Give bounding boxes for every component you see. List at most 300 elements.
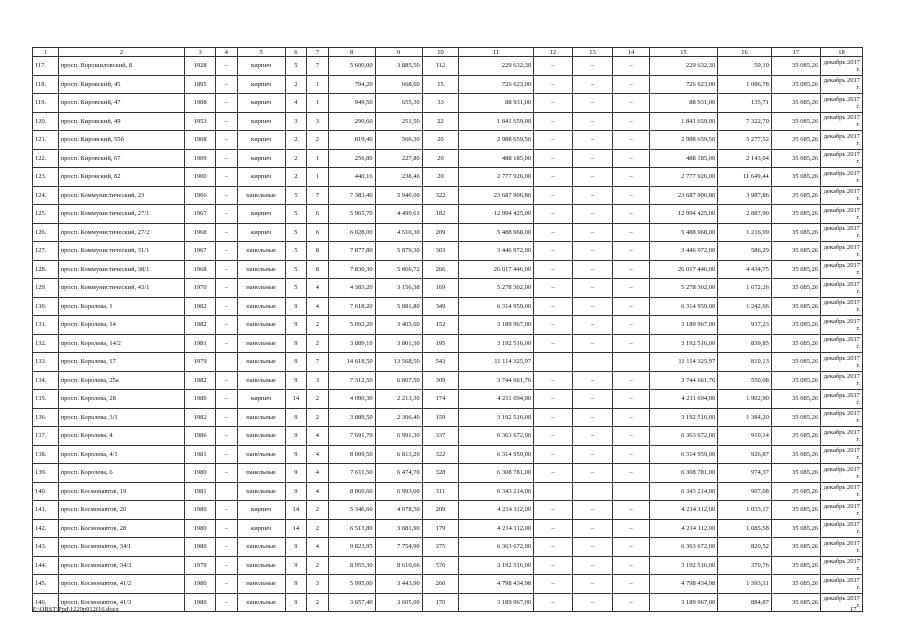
table-cell: 1 841 659,00: [649, 112, 718, 131]
table-cell: 6 314 959,00: [649, 445, 718, 464]
table-cell: –: [216, 427, 237, 446]
table-cell: –: [534, 297, 573, 316]
table-cell: –: [613, 279, 649, 298]
table-cell: 1986: [185, 427, 216, 446]
table-cell: –: [613, 149, 649, 168]
table-cell: 139.: [33, 464, 59, 483]
table-cell: 13 568,50: [375, 353, 422, 372]
table-cell: 1970: [185, 279, 216, 298]
table-cell: просп. Королева, 4/1: [58, 445, 184, 464]
table-cell: панельные: [237, 297, 285, 316]
table-cell: 290,60: [328, 112, 375, 131]
table-cell: 5: [285, 223, 306, 242]
table-cell: 1982: [185, 316, 216, 335]
table-cell: декабрь 2017 г.: [821, 57, 863, 76]
table-cell: просп. Космонавтов, 34/3: [58, 556, 184, 575]
table-cell: 35 085,26: [771, 112, 820, 131]
table-cell: –: [216, 538, 237, 557]
table-cell: 127.: [33, 242, 59, 261]
table-cell: 6 314 959,00: [459, 445, 534, 464]
table-cell: 138.: [33, 445, 59, 464]
table-cell: 35 085,26: [771, 57, 820, 76]
table-cell: –: [572, 149, 613, 168]
table-cell: –: [613, 186, 649, 205]
table-cell: –: [534, 279, 573, 298]
table-cell: панельные: [237, 482, 285, 501]
table-cell: 35 085,26: [771, 353, 820, 372]
table-cell: –: [216, 57, 237, 76]
table-cell: 4 211 694,00: [649, 390, 718, 409]
column-number-header: 13: [572, 48, 613, 57]
table-cell: –: [216, 371, 237, 390]
table-cell: декабрь 2017 г.: [821, 353, 863, 372]
table-cell: просп. Ворошиловский, 8: [58, 57, 184, 76]
table-cell: декабрь 2017 г.: [821, 464, 863, 483]
table-cell: 35 085,26: [771, 482, 820, 501]
table-cell: 3 189 967,00: [649, 316, 718, 335]
table-cell: 1909: [185, 149, 216, 168]
table-cell: 227,80: [375, 149, 422, 168]
table-cell: –: [534, 538, 573, 557]
table-cell: –: [613, 94, 649, 113]
table-cell: –: [534, 260, 573, 279]
table-cell: –: [534, 575, 573, 594]
table-cell: 3: [307, 112, 328, 131]
column-number-header: 16: [718, 48, 772, 57]
table-cell: 1 672,26: [718, 279, 772, 298]
table-cell: декабрь 2017 г.: [821, 593, 863, 612]
table-row: [33, 575, 863, 594]
table-cell: декабрь 2017 г.: [821, 334, 863, 353]
table-cell: 4 383,20: [328, 279, 375, 298]
table-cell: 35 085,26: [771, 205, 820, 224]
table-cell: –: [613, 223, 649, 242]
table-cell: 5: [285, 186, 306, 205]
table-cell: –: [572, 408, 613, 427]
table-cell: 7 754,90: [375, 538, 422, 557]
table-cell: 141.: [33, 501, 59, 520]
table-cell: 1 393,31: [718, 575, 772, 594]
table-cell: панельные: [237, 334, 285, 353]
table-cell: кирпич: [237, 149, 285, 168]
table-row: [33, 538, 863, 557]
table-cell: 35 085,26: [771, 464, 820, 483]
table-cell: просп. Коммунистический, 43/1: [58, 279, 184, 298]
table-row: [33, 186, 863, 205]
table-cell: 6 993,00: [375, 482, 422, 501]
table-cell: декабрь 2017 г.: [821, 501, 863, 520]
table-cell: 907,08: [718, 482, 772, 501]
table-cell: 112: [422, 57, 458, 76]
table-cell: 131.: [33, 316, 59, 335]
table-cell: 134.: [33, 371, 59, 390]
table-cell: 20: [422, 149, 458, 168]
table-cell: 3: [307, 575, 328, 594]
table-cell: просп. Королева, 17: [58, 353, 184, 372]
table-cell: 6 343 214,00: [459, 482, 534, 501]
table-cell: –: [613, 371, 649, 390]
table-cell: –: [572, 316, 613, 335]
table-row: [33, 279, 863, 298]
table-cell: 26 017 446,00: [459, 260, 534, 279]
table-cell: –: [534, 371, 573, 390]
table-cell: 2: [307, 501, 328, 520]
table-cell: 1 033,17: [718, 501, 772, 520]
table-cell: 137.: [33, 427, 59, 446]
table-cell: –: [613, 334, 649, 353]
table-cell: –: [613, 427, 649, 446]
table-cell: 2: [285, 131, 306, 150]
table-cell: –: [572, 279, 613, 298]
table-cell: 2 988 659,50: [459, 131, 534, 150]
table-cell: 88 931,00: [459, 94, 534, 113]
column-number-header: 12: [534, 48, 573, 57]
table-cell: 3 881,90: [375, 519, 422, 538]
column-number-header: 3: [185, 48, 216, 57]
table-cell: 488 185,00: [649, 149, 718, 168]
table-cell: 586,29: [718, 242, 772, 261]
table-cell: 9: [285, 445, 306, 464]
table-cell: 35 085,26: [771, 242, 820, 261]
table-cell: просп. Королева, 6: [58, 464, 184, 483]
column-number-header: 17: [771, 48, 820, 57]
table-cell: кирпич: [237, 223, 285, 242]
table-row: [33, 94, 863, 113]
table-cell: 3 987,86: [718, 186, 772, 205]
table-cell: декабрь 2017 г.: [821, 519, 863, 538]
table-cell: 7 312,50: [328, 371, 375, 390]
column-number-header: 14: [613, 48, 649, 57]
table-cell: 8 869,60: [328, 482, 375, 501]
table-cell: 1928: [185, 57, 216, 76]
table-cell: 726 623,00: [649, 75, 718, 94]
table-cell: панельные: [237, 427, 285, 446]
table-cell: –: [572, 57, 613, 76]
table-cell: 5 277,52: [718, 131, 772, 150]
table-cell: 209: [422, 223, 458, 242]
table-cell: –: [572, 427, 613, 446]
table-cell: [613, 482, 649, 501]
table-cell: 2: [285, 75, 306, 94]
table-cell: –: [534, 242, 573, 261]
table-cell: –: [572, 445, 613, 464]
table-cell: 8: [307, 242, 328, 261]
table-cell: 1 085,58: [718, 519, 772, 538]
table-cell: просп. Королева, 25а: [58, 371, 184, 390]
table-cell: 1966: [185, 186, 216, 205]
table-cell: 35 085,26: [771, 75, 820, 94]
table-cell: 3 189 967,00: [649, 593, 718, 612]
table-cell: 35 085,26: [771, 94, 820, 113]
table-cell: 4 798 434,98: [649, 575, 718, 594]
table-cell: декабрь 2017 г.: [821, 205, 863, 224]
table-cell: просп. Королева, 4: [58, 427, 184, 446]
table-cell: кирпич: [237, 168, 285, 187]
table-cell: 146.: [33, 593, 59, 612]
table-cell: –: [613, 538, 649, 557]
table-cell: –: [216, 445, 237, 464]
table-cell: 35 085,26: [771, 149, 820, 168]
table-cell: кирпич: [237, 57, 285, 76]
table-cell: 884,87: [718, 593, 772, 612]
table-cell: 1: [307, 168, 328, 187]
table-row: [33, 445, 863, 464]
table-cell: декабрь 2017 г.: [821, 168, 863, 187]
table-cell: 6 474,70: [375, 464, 422, 483]
table-cell: 35 085,26: [771, 316, 820, 335]
table-cell: –: [534, 519, 573, 538]
table-cell: 5 488 968,00: [649, 223, 718, 242]
table-cell: 337: [422, 427, 458, 446]
table-cell: декабрь 2017 г.: [821, 538, 863, 557]
table-cell: –: [216, 593, 237, 612]
table-cell: 9: [285, 297, 306, 316]
table-row: [33, 334, 863, 353]
table-cell: –: [534, 149, 573, 168]
table-cell: [572, 353, 613, 372]
table-cell: –: [534, 94, 573, 113]
table-cell: панельные: [237, 575, 285, 594]
table-cell: просп. Космонавтов, 41/2: [58, 575, 184, 594]
table-cell: 349: [422, 297, 458, 316]
table-cell: декабрь 2017 г.: [821, 427, 863, 446]
table-cell: –: [216, 297, 237, 316]
table-cell: декабрь 2017 г.: [821, 149, 863, 168]
table-cell: 35 085,26: [771, 168, 820, 187]
table-cell: –: [572, 131, 613, 150]
table-row: [33, 353, 863, 372]
table-cell: 9: [285, 371, 306, 390]
table-cell: –: [216, 112, 237, 131]
table-cell: –: [534, 593, 573, 612]
table-cell: 3 889,10: [328, 334, 375, 353]
table-cell: 5: [285, 260, 306, 279]
table-cell: –: [613, 242, 649, 261]
table-cell: –: [534, 168, 573, 187]
table-cell: 1908: [185, 94, 216, 113]
table-cell: 576: [422, 556, 458, 575]
table-cell: 3 192 516,00: [459, 408, 534, 427]
table-cell: 35 085,26: [771, 538, 820, 557]
table-cell: 35 085,26: [771, 556, 820, 575]
table-row: [33, 57, 863, 76]
table-cell: –: [534, 75, 573, 94]
table-cell: 370,76: [718, 556, 772, 575]
table-cell: –: [216, 260, 237, 279]
column-number-header: 2: [58, 48, 184, 57]
table-cell: декабрь 2017 г.: [821, 556, 863, 575]
table-cell: 152: [422, 316, 458, 335]
table-cell: 9: [285, 593, 306, 612]
table-cell: 14 618,50: [328, 353, 375, 372]
table-cell: –: [572, 112, 613, 131]
table-cell: 130.: [33, 297, 59, 316]
table-cell: 910,14: [718, 427, 772, 446]
table-cell: 819,13: [718, 353, 772, 372]
table-cell: –: [216, 186, 237, 205]
table-cell: 9: [285, 316, 306, 335]
table-cell: декабрь 2017 г.: [821, 223, 863, 242]
table-cell: 322: [422, 186, 458, 205]
table-row: [33, 242, 863, 261]
column-number-header: 11: [459, 48, 534, 57]
table-cell: 6 991,30: [375, 427, 422, 446]
table-cell: 4: [307, 427, 328, 446]
table-cell: 4 214 112,00: [649, 519, 718, 538]
table-cell: –: [534, 131, 573, 150]
table-cell: –: [534, 316, 573, 335]
table-cell: 145.: [33, 575, 59, 594]
table-cell: 3 657,40: [328, 593, 375, 612]
table-cell: 6 308 781,00: [459, 464, 534, 483]
table-cell: 3 156,38: [375, 279, 422, 298]
table-cell: 3 189 967,00: [459, 593, 534, 612]
table-cell: 123.: [33, 168, 59, 187]
table-cell: 1981: [185, 482, 216, 501]
table-row: [33, 316, 863, 335]
table-cell: 4: [307, 297, 328, 316]
table-cell: 3 744 661,76: [649, 371, 718, 390]
table-cell: 14: [285, 390, 306, 409]
table-cell: –: [613, 556, 649, 575]
table-cell: 2: [285, 149, 306, 168]
table-cell: 4: [307, 445, 328, 464]
table-cell: 9: [285, 464, 306, 483]
table-cell: 1 384,20: [718, 408, 772, 427]
table-cell: –: [534, 464, 573, 483]
table-cell: –: [613, 260, 649, 279]
table-cell: 839,85: [718, 334, 772, 353]
table-cell: –: [613, 390, 649, 409]
table-cell: –: [534, 390, 573, 409]
table-cell: просп. Космонавтов, 34/1: [58, 538, 184, 557]
table-cell: 3: [307, 371, 328, 390]
table-cell: 3 443,90: [375, 575, 422, 594]
table-cell: [534, 482, 573, 501]
table-cell: 195: [422, 334, 458, 353]
table-cell: –: [572, 334, 613, 353]
table-cell: 6 314 959,00: [459, 297, 534, 316]
table-cell: декабрь 2017 г.: [821, 131, 863, 150]
table-cell: 35 085,26: [771, 223, 820, 242]
table-cell: 143.: [33, 538, 59, 557]
table-cell: –: [613, 205, 649, 224]
table-cell: –: [216, 408, 237, 427]
table-cell: 6 513,80: [328, 519, 375, 538]
column-number-header: 9: [375, 48, 422, 57]
table-cell: –: [534, 501, 573, 520]
column-number-header: 1: [33, 48, 59, 57]
table-cell: 2 306,40: [375, 408, 422, 427]
table-cell: –: [216, 205, 237, 224]
table-cell: 1982: [185, 408, 216, 427]
table-cell: –: [216, 519, 237, 538]
column-number-header: 10: [422, 48, 458, 57]
table-cell: 322: [422, 445, 458, 464]
table-cell: –: [534, 205, 573, 224]
table-cell: панельные: [237, 186, 285, 205]
table-cell: –: [216, 131, 237, 150]
table-cell: 14: [285, 519, 306, 538]
table-cell: 1: [307, 149, 328, 168]
table-cell: 20: [422, 131, 458, 150]
table-cell: 3 744 661,76: [459, 371, 534, 390]
column-number-header: 18: [821, 48, 863, 57]
table-cell: 5 879,30: [375, 242, 422, 261]
table-cell: 2: [307, 593, 328, 612]
table-cell: 668,60: [375, 75, 422, 94]
table-cell: 2 988 659,50: [649, 131, 718, 150]
table-cell: 3 446 972,00: [649, 242, 718, 261]
table-row: [33, 593, 863, 612]
table-cell: –: [572, 371, 613, 390]
table-cell: панельные: [237, 445, 285, 464]
table-cell: просп. Коммунистический, 23: [58, 186, 184, 205]
table-cell: 1 242,66: [718, 297, 772, 316]
table-cell: 179: [422, 519, 458, 538]
table-cell: 2 213,30: [375, 390, 422, 409]
table-cell: 124.: [33, 186, 59, 205]
table-cell: 159: [422, 408, 458, 427]
table-cell: 4 214 112,00: [459, 501, 534, 520]
table-cell: 4 434,75: [718, 260, 772, 279]
table-cell: 35 085,26: [771, 445, 820, 464]
table-cell: просп. Коммунистический, 27/1: [58, 205, 184, 224]
table-cell: –: [613, 168, 649, 187]
table-cell: 128.: [33, 260, 59, 279]
table-cell: 1980: [185, 519, 216, 538]
table-cell: 169: [422, 279, 458, 298]
table-cell: 4 214 112,00: [459, 519, 534, 538]
table-cell: 2: [285, 168, 306, 187]
table-cell: 140.: [33, 482, 59, 501]
table-cell: 1968: [185, 260, 216, 279]
table-cell: 20: [422, 168, 458, 187]
table-cell: декабрь 2017 г.: [821, 408, 863, 427]
table-cell: 251,50: [375, 112, 422, 131]
table-cell: 2: [307, 519, 328, 538]
table-cell: кирпич: [237, 131, 285, 150]
table-cell: просп. Кировский, 45: [58, 75, 184, 94]
table-cell: –: [572, 223, 613, 242]
table-cell: 121.: [33, 131, 59, 150]
table-cell: 170: [422, 593, 458, 612]
table-cell: декабрь 2017 г.: [821, 316, 863, 335]
table-cell: 88 931,00: [649, 94, 718, 113]
table-cell: декабрь 2017 г.: [821, 279, 863, 298]
table-cell: 6 363 672,00: [649, 538, 718, 557]
table-cell: 35 085,26: [771, 334, 820, 353]
table-cell: 309: [422, 371, 458, 390]
column-number-header: 6: [285, 48, 306, 57]
page-number: 17: [850, 606, 857, 613]
table-cell: 229 632,30: [649, 57, 718, 76]
table-cell: 5 965,70: [328, 205, 375, 224]
table-cell: 26 017 446,00: [649, 260, 718, 279]
table-cell: 4: [307, 482, 328, 501]
table-cell: 11 114 325,97: [459, 353, 534, 372]
table-cell: 5 278 302,00: [459, 279, 534, 298]
table-row: [33, 556, 863, 575]
table-cell: кирпич: [237, 390, 285, 409]
table-cell: 2 777 926,00: [459, 168, 534, 187]
table-cell: 125.: [33, 205, 59, 224]
table-cell: 1979: [185, 353, 216, 372]
table-cell: 35 085,26: [771, 593, 820, 612]
table-cell: 22: [422, 112, 458, 131]
table-cell: –: [216, 279, 237, 298]
table-cell: –: [216, 316, 237, 335]
